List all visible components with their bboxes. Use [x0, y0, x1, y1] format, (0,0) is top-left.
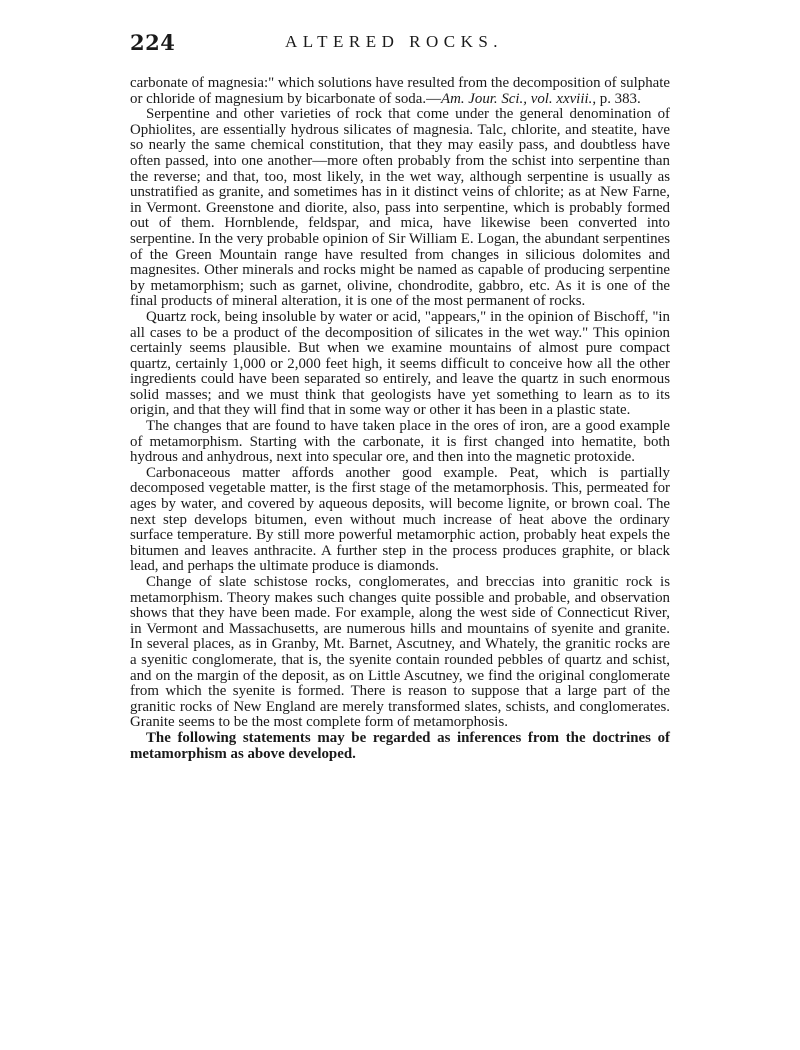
paragraph-quartz-rock: Quartz rock, being insoluble by water or acid, "appears," in the opinion of Bischoff, "in all cases to be a product of the decomposition of silicates in the wet way." This opinion certainly seems plausible. But when we examine mountains of almost pure compact quartz, certainly 1,000 or 2,000 feet high, it seems difficult to conceive how all the other ingredients could have been separated so entirely, and leave the quartz in such enormous solid masses; and we must think that geologists have yet something to learn as to its origin, and that they will find that in some way or other it has been in a plastic state. [130, 308, 670, 419]
page-number: 224 [130, 30, 176, 55]
paragraph-iron-ores: The changes that are found to have taken place in the ores of iron, are a good example of metamorphism. Starting with the carbonate, it is first changed into hematite, both hydrous and anhydrous, next into specular ore, and then into the magnetic protoxide. [130, 418, 670, 466]
paragraph-continuation [130, 76, 670, 107]
citation-page: , p. 383. [592, 90, 641, 107]
citation-reference: Am. Jour. Sci., vol. xxviii. [440, 90, 593, 107]
body-text [130, 76, 670, 762]
paragraph-carbonaceous-matter: Carbonaceous matter affords another good example. Peat, which is partially decomposed vegetable matter, is the first stage of the metamorphosis. This, permeated for ages by water, and covered by aqueous deposits, will become lignite, or brown coal. The next step develops bitumen, even without much increase of heat above the ordinary surface temperature. By still more powerful metamorphic action, probably heat expels the bitumen and leaves anthracite. A further step in the process produces graphite, or black lead, and perhaps the ultimate produce is diamonds. [130, 464, 670, 575]
paragraph-granitic-rock: Change of slate schistose rocks, conglomerates, and breccias into granitic rock is metamorphism. Theory makes such changes quite possible and probable, and observation shows that they have been made. For example, along the west side of Connecticut River, in Vermont and Massachusetts, are numerous hills and mountains of syenite and granite. In several places, as in Granby, Mt. Barnet, Ascutney, and Whately, the granitic rocks are a syenitic conglomerate, that is, the syenite contain rounded pebbles of quartz and schist, and on the margin of the deposit, as on Little Ascutney, we find the original conglomerate from which the syenite is formed. There is reason to suppose that a large part of the granitic rocks of New England are merely transformed slates, schists, and conglomerates. Granite seems to be the most complete form of metamorphosis. [130, 574, 670, 731]
paragraph-text: carbonate of magnesia:" which solutions have resulted from the decomposition of sulphate or chloride of magnesium by bicarbonate of soda.— [130, 75, 670, 107]
running-head [130, 30, 670, 54]
paragraph-serpentine: Serpentine and other varieties of rock that come under the general denomination of Ophiolites, are essentially hydrous silicates of magnesia. Talc, chlorite, and steatite, have so nearly the same chemical constitution, that they may easily pass, and doubtless have often passed, into one another—more often probably from the schist into serpentine than the reverse; and that, too, most likely, in the wet way, although serpentine is usually as unstratified as granite, and sometimes has in it distinct veins of chlorite; as at New Farne, in Vermont. Greenstone and diorite, also, pass into serpentine, which is probably formed out of them. Hornblende, feldspar, and mica, have likewise been converted into serpentine. In the very probable opinion of Sir William E. Logan, the abundant serpentines of the Green Mountain range have resulted from changes in silicious dolomites and magnesites. Other minerals and rocks might be named as capable of producing serpentine by metamorphism; such as garnet, olivine, chondrodite, gabbro, etc. As it is one of the final products of mineral alteration, it is one of the most permanent of rocks. [130, 106, 671, 310]
running-title: ALTERED ROCKS. [285, 32, 504, 51]
paragraph-inferences: The following statements may be regarded as inferences from the doctrines of metamorphism as above developed. [130, 729, 670, 762]
